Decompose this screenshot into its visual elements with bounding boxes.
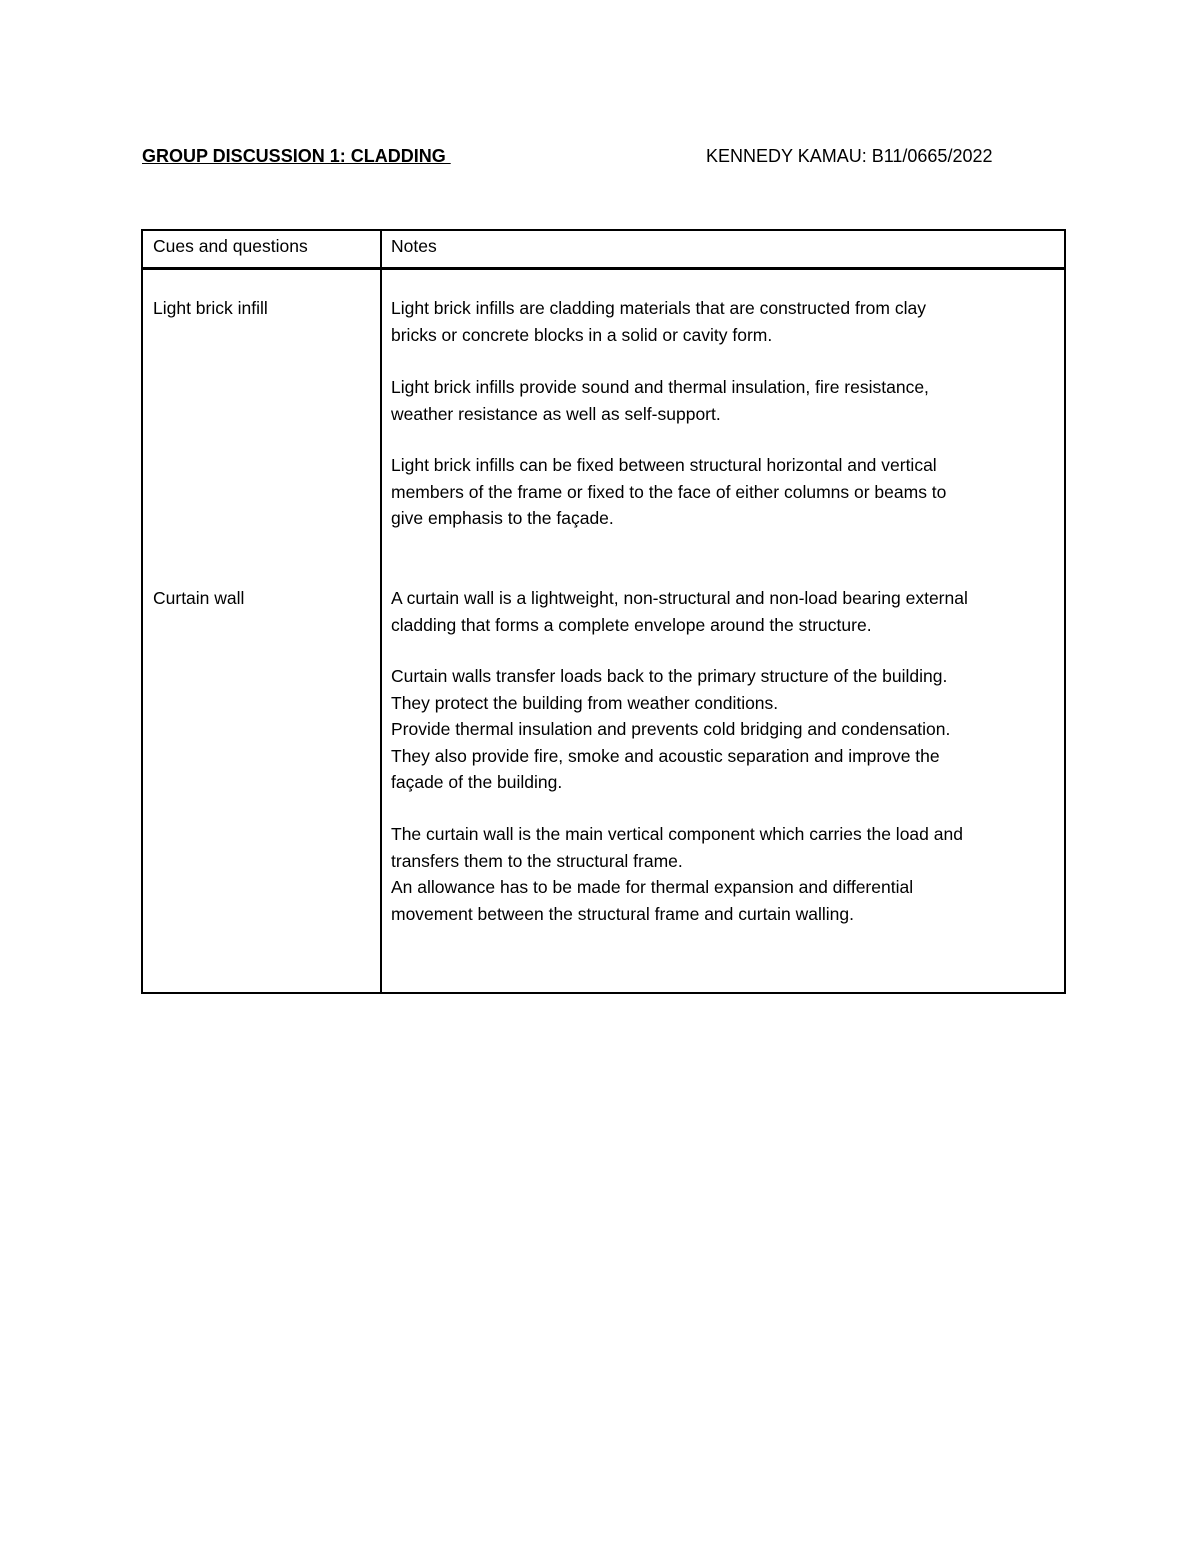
- document-title: GROUP DISCUSSION 1: CLADDING: [142, 146, 451, 166]
- note-line: façade of the building.: [391, 772, 563, 792]
- cue-light-brick-infill: Light brick infill: [153, 298, 268, 318]
- note-line: movement between the structural frame and curtain walling.: [391, 903, 855, 924]
- note-paragraph: [391, 585, 968, 638]
- note-line: An allowance has to be made for thermal expansion and differential: [391, 877, 914, 897]
- note-line: Light brick infills can be fixed between structural horizontal and vertical: [391, 455, 937, 475]
- column-divider: [380, 231, 382, 992]
- note-line: They protect the building from weather conditions.: [391, 692, 779, 713]
- note-line: They also provide fire, smoke and acoustic separation and improve the: [391, 745, 940, 766]
- cue-curtain-wall: Curtain wall: [153, 588, 245, 608]
- note-line: A curtain wall is a lightweight, non-structural and non-load bearing external: [391, 588, 968, 608]
- note-line: Provide thermal insulation and prevents cold bridging and condensation.: [391, 719, 951, 739]
- cornell-notes-table: [141, 229, 1066, 994]
- column-header-notes: Notes: [391, 236, 437, 256]
- author-line: KENNEDY KAMAU: B11/0665/2022: [706, 146, 993, 166]
- note-line: The curtain wall is the main vertical component which carries the load and: [391, 824, 963, 844]
- note-line: cladding that forms a complete envelope around the structure.: [391, 614, 872, 635]
- note-line: members of the frame or fixed to the face of either columns or beams to: [391, 481, 947, 502]
- note-line: bricks or concrete blocks in a solid or cavity form.: [391, 324, 773, 345]
- note-paragraph: [391, 374, 929, 427]
- column-header-cues: Cues and questions: [153, 236, 308, 256]
- note-line: transfers them to the structural frame.: [391, 850, 683, 871]
- note-line: weather resistance as well as self-support.: [391, 403, 721, 424]
- note-line: Light brick infills provide sound and thermal insulation, fire resistance,: [391, 377, 929, 397]
- note-paragraph: [391, 663, 950, 796]
- note-line: give emphasis to the façade.: [391, 508, 614, 528]
- note-paragraph: [391, 295, 926, 348]
- note-line: Light brick infills are cladding materials that are constructed from clay: [391, 298, 926, 318]
- note-line: Curtain walls transfer loads back to the primary structure of the building.: [391, 666, 948, 686]
- note-paragraph: [391, 452, 946, 532]
- note-paragraph: [391, 821, 963, 927]
